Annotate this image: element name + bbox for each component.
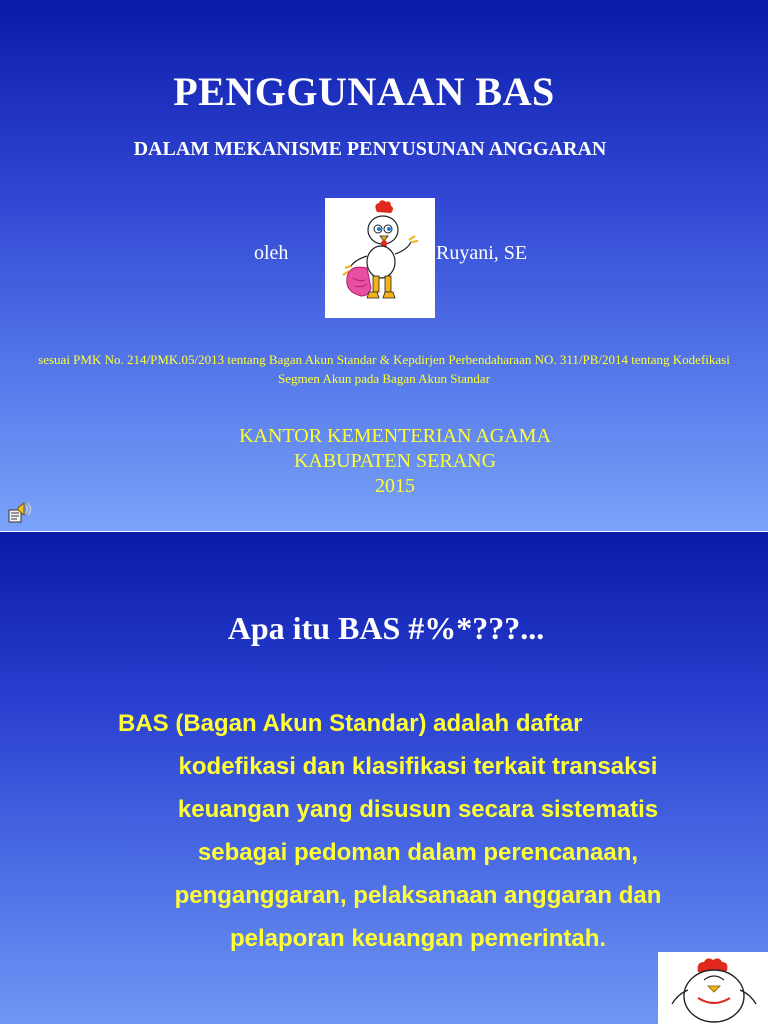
regulation-reference: sesuai PMK No. 214/PMK.05/2013 tentang Bagan Akun Standar & Kepdirjen Perbendaharaan NO. 311/PB/2014 tentang Kodefikasi Segmen Akun pada Bagan Akun Standar xyxy=(38,352,730,386)
slide-2 xyxy=(0,532,768,1024)
slide-title: Apa itu BAS #%*???... xyxy=(227,610,545,646)
office-name: KANTOR KEMENTERIAN AGAMA xyxy=(239,425,551,447)
office-block xyxy=(0,424,768,499)
slide-subtitle: DALAM MEKANISME PENYUSUNAN ANGGARAN xyxy=(133,138,607,160)
rooster-cartoon-icon xyxy=(658,952,768,1024)
slide-title: PENGGUNAAN BAS xyxy=(173,69,555,114)
definition-line: pelaporan keuangan pemerintah. xyxy=(229,925,607,952)
definition-line: kodefikasi dan klasifikasi terkait transaksi xyxy=(178,753,658,780)
year: 2015 xyxy=(375,475,415,497)
definition-line: keuangan yang disusun secara sistematis xyxy=(177,796,659,823)
definition-line: sebagai pedoman dalam perencanaan, xyxy=(197,839,639,866)
rooster-cartoon-icon xyxy=(325,198,435,318)
definition-text xyxy=(100,702,736,960)
author-name: Ruyani, SE xyxy=(436,242,528,264)
office-regency: KABUPATEN SERANG xyxy=(293,450,497,472)
definition-line: BAS (Bagan Akun Standar) adalah daftar xyxy=(118,710,583,737)
by-label: oleh xyxy=(254,242,289,264)
definition-line: penganggaran, pelaksanaan anggaran dan xyxy=(174,882,662,909)
sound-icon[interactable] xyxy=(6,498,34,526)
